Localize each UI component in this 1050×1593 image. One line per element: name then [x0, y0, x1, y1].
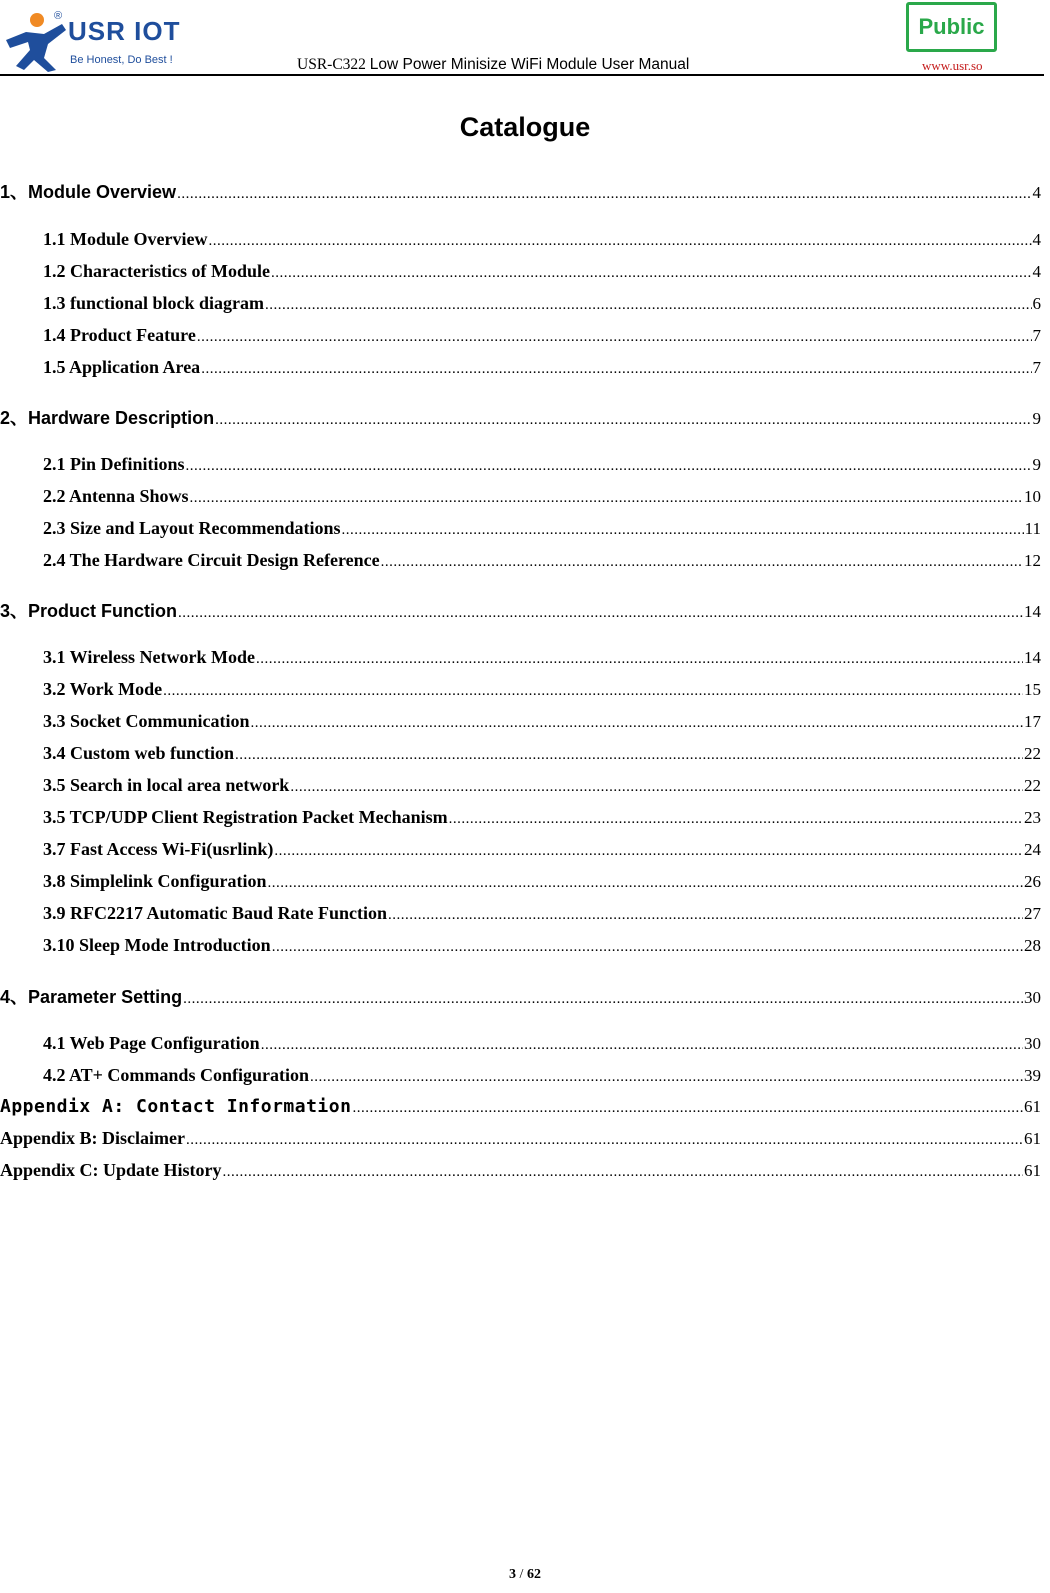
toc-leader [223, 1164, 1023, 1181]
toc-entry[interactable] [43, 871, 1041, 892]
toc-entry[interactable] [0, 178, 1041, 204]
toc-entry-page: 7 [1032, 326, 1041, 345]
toc-leader [261, 1037, 1023, 1054]
toc-entry[interactable] [43, 357, 1041, 378]
public-badge: Public [906, 2, 997, 52]
toc-entry-label: Appendix B: Disclaimer [0, 1128, 186, 1148]
toc-entry[interactable] [43, 711, 1041, 732]
toc-leader [388, 907, 1023, 924]
toc-entry[interactable] [43, 1033, 1041, 1054]
toc-leader [449, 811, 1023, 828]
toc-entry-label: 2.4 The Hardware Circuit Design Reference [43, 550, 380, 570]
toc-leader [235, 747, 1023, 764]
toc-entry-page: 9 [1032, 455, 1041, 474]
toc-entry-page: 6 [1032, 294, 1041, 313]
toc-entry-page: 10 [1024, 487, 1041, 506]
toc-entry-label: 4、Parameter Setting [0, 987, 183, 1007]
toc-entry-page: 24 [1024, 840, 1041, 859]
toc-entry[interactable] [43, 454, 1041, 475]
toc-entry-page: 28 [1024, 936, 1041, 955]
toc-entry[interactable] [43, 325, 1041, 346]
toc-entry[interactable] [0, 404, 1041, 430]
toc-entry[interactable] [0, 983, 1041, 1009]
toc-leader [251, 715, 1024, 732]
website-link[interactable]: www.usr.so [922, 58, 983, 73]
toc-entry[interactable] [43, 679, 1041, 700]
toc-entry[interactable] [43, 903, 1041, 924]
toc-entry[interactable] [43, 935, 1041, 956]
toc-leader [178, 605, 1023, 622]
toc-entry-label: 1.1 Module Overview [43, 229, 208, 249]
toc-entry-page: 4 [1032, 262, 1041, 281]
toc-entry-page: 61 [1024, 1161, 1041, 1180]
document-title [297, 56, 689, 74]
toc-leader [271, 265, 1032, 282]
toc-leader [310, 1069, 1023, 1086]
page-separator: / [516, 1567, 527, 1582]
toc-entry-page: 30 [1024, 988, 1041, 1007]
toc-entry[interactable] [43, 647, 1041, 668]
current-page: 3 [509, 1567, 517, 1582]
toc-entry-label: 3.2 Work Mode [43, 679, 163, 699]
toc-entry-page: 61 [1024, 1129, 1041, 1148]
toc-entry-label: 2、Hardware Description [0, 408, 215, 428]
toc-entry-page: 15 [1024, 680, 1041, 699]
toc-entry-page: 14 [1024, 648, 1041, 667]
toc-entry[interactable] [43, 518, 1041, 539]
brand-slogan: Be Honest, Do Best ! [70, 54, 173, 66]
toc-leader [197, 329, 1032, 346]
toc-leader [381, 554, 1023, 571]
catalogue-title: Catalogue [459, 112, 591, 142]
toc-leader [177, 186, 1031, 203]
toc-entry[interactable] [0, 1096, 1041, 1117]
page-header [0, 0, 1050, 80]
toc-entry[interactable] [43, 261, 1041, 282]
toc-leader [290, 779, 1023, 796]
toc-entry[interactable] [43, 1065, 1041, 1086]
toc-entry-label: 4.2 AT+ Commands Configuration [43, 1065, 309, 1085]
toc-entry-page: 7 [1032, 358, 1041, 377]
toc-entry-page: 17 [1024, 712, 1041, 731]
toc-leader [190, 490, 1023, 507]
toc-entry-label: 1.5 Application Area [43, 357, 201, 377]
toc-entry-label: 3.8 Simplelink Configuration [43, 871, 267, 891]
toc-leader [186, 458, 1032, 475]
toc-entry-label: 3、Product Function [0, 601, 177, 621]
toc-entry-page: 26 [1024, 872, 1041, 891]
toc-entry-label: 4.1 Web Page Configuration [43, 1033, 260, 1053]
toc-leader [215, 412, 1031, 429]
toc-entry[interactable] [0, 1160, 1041, 1181]
document-model: USR-C322 [297, 56, 366, 73]
toc-entry[interactable] [43, 293, 1041, 314]
toc-entry[interactable] [43, 775, 1041, 796]
toc-entry-label: 3.9 RFC2217 Automatic Baud Rate Function [43, 903, 388, 923]
toc-entry[interactable] [43, 229, 1041, 250]
usr-iot-logo [4, 6, 204, 74]
page-number [0, 1567, 1050, 1583]
registered-mark: ® [54, 10, 63, 22]
toc-entry[interactable] [43, 486, 1041, 507]
toc-leader [272, 939, 1023, 956]
toc-entry-page: 30 [1024, 1034, 1041, 1053]
toc-leader [342, 522, 1024, 539]
toc-leader [265, 297, 1031, 314]
toc-entry-label: 3.3 Socket Communication [43, 711, 250, 731]
toc-leader [183, 991, 1023, 1008]
toc-entry-page: 61 [1024, 1097, 1041, 1116]
toc-entry-page: 23 [1024, 808, 1041, 827]
toc-entry-page: 22 [1024, 776, 1041, 795]
toc-entry-label: Appendix C: Update History [0, 1160, 222, 1180]
toc-entry[interactable] [0, 597, 1041, 623]
toc-leader [268, 875, 1023, 892]
toc-entry-label: 1、Module Overview [0, 182, 177, 202]
toc-entry-page: 12 [1024, 551, 1041, 570]
toc-entry-label: 2.2 Antenna Shows [43, 486, 189, 506]
toc-entry[interactable] [43, 743, 1041, 764]
toc-entry-label: 3.5 Search in local area network [43, 775, 290, 795]
toc-entry[interactable] [0, 1128, 1041, 1149]
toc-entry-label: 3.4 Custom web function [43, 743, 235, 763]
toc-entry[interactable] [43, 839, 1041, 860]
toc-leader [208, 233, 1031, 250]
toc-leader [352, 1100, 1023, 1117]
toc-entry-label: 2.3 Size and Layout Recommendations [43, 518, 341, 538]
toc-entry-label: 3.5 TCP/UDP Client Registration Packet Mechanism [43, 807, 448, 827]
document-title-text: Low Power Minisize WiFi Module User Manual [369, 56, 690, 73]
toc-entry-page: 14 [1024, 602, 1041, 621]
toc-entry-page: 39 [1024, 1066, 1041, 1085]
toc-entry-label: 1.4 Product Feature [43, 325, 196, 345]
toc-entry-label: 3.10 Sleep Mode Introduction [43, 935, 271, 955]
toc-entry-label: 1.2 Characteristics of Module [43, 261, 270, 281]
toc-leader [274, 843, 1023, 860]
brand-name: USR IOT [68, 16, 181, 46]
toc-entry-label: 1.3 functional block diagram [43, 293, 265, 313]
toc-entry-page: 4 [1032, 230, 1041, 249]
toc-entry[interactable] [43, 550, 1041, 571]
toc-entry-page: 4 [1032, 183, 1041, 202]
toc-entry-label: Appendix A: Contact Information [0, 1096, 352, 1117]
total-pages: 62 [526, 1567, 541, 1582]
toc-leader [186, 1132, 1023, 1149]
toc-entry-page: 22 [1024, 744, 1041, 763]
toc-leader [201, 361, 1031, 378]
toc-entry-page: 9 [1032, 409, 1041, 428]
toc-leader [163, 683, 1023, 700]
header-divider [0, 74, 1044, 76]
toc-entry-page: 27 [1024, 904, 1041, 923]
toc-leader [256, 651, 1023, 668]
toc-entry[interactable] [43, 807, 1041, 828]
toc-entry-label: 3.7 Fast Access Wi-Fi(usrlink) [43, 839, 274, 859]
toc-entry-label: 2.1 Pin Definitions [43, 454, 185, 474]
toc-entry-label: 3.1 Wireless Network Mode [43, 647, 255, 667]
toc-entry-page: 11 [1024, 519, 1041, 538]
